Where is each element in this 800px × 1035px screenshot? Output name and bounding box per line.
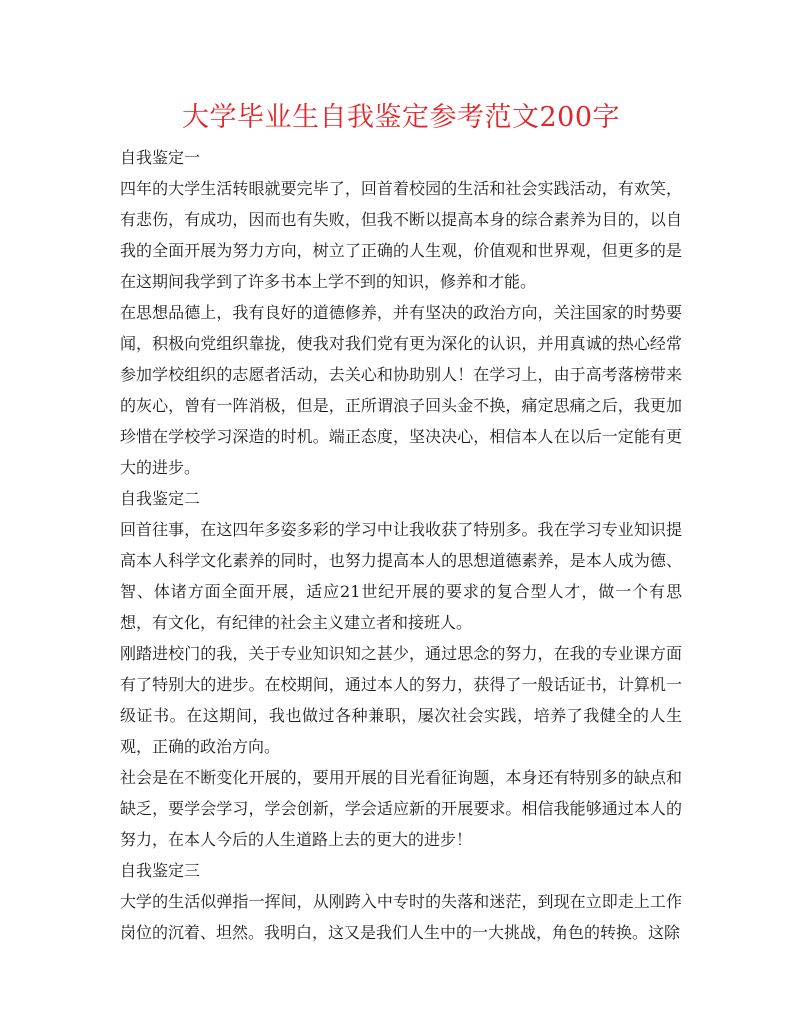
paragraph: 在思想品德上，我有良好的道德修养，并有坚决的政治方向，关注国家的时势要闻，积极向党组织靠拢，使我对我们党有更为深化的认识，并用真诚的热心经常参加学校组织的志愿者活动，去关心和协助别人！在学习上，由于高考落榜带来的灰心，曾有一阵消极，但是，正所谓浪子回头金不换，痛定思痛之后，我更加珍惜在学校学习深造的时机。端正态度，坚决决心，相信本人在以后一定能有更大的进步。 (120, 303, 682, 477)
section-3 (120, 855, 682, 948)
section-2 (120, 483, 682, 855)
section-heading: 自我鉴定二 (120, 489, 201, 508)
paragraph: 四年的大学生活转眼就要完毕了，回首着校园的生活和社会实践活动，有欢笑，有悲伤，有成功，因而也有失败，但我不断以提高本身的综合素养为目的，以自我的全面开展为努力方向，树立了正确的人生观，价值观和世界观，但更多的是在这期间我学到了许多书本上学不到的知识，修养和才能。 (120, 179, 682, 291)
paragraph: 大学的生活似弹指一挥间，从刚跨入中专时的失落和迷茫，到现在立即走上工作岗位的沉着、坦然。我明白，这又是我们人生中的一大挑战，角色的转换。这除 (120, 892, 682, 942)
section-heading: 自我鉴定三 (120, 861, 201, 880)
section-1 (120, 142, 682, 483)
document-title: 大学毕业生自我鉴定参考范文200字 (181, 102, 621, 133)
paragraph: 社会是在不断变化开展的，要用开展的目光看征询题，本身还有特别多的缺点和缺乏，要学会学习，学会创新，学会适应新的开展要求。相信我能够通过本人的努力，在本人今后的人生道路上去的更大的进步！ (120, 768, 682, 849)
section-heading: 自我鉴定一 (120, 148, 201, 167)
document-page (120, 98, 682, 948)
paragraph: 回首往事，在这四年多姿多彩的学习中让我收获了特别多。我在学习专业知识提高本人科学文化素养的同时，也努力提高本人的思想道德素养，是本人成为德、智、体诸方面全面开展，适应21世纪开展的要求的复合型人才，做一个有思想，有文化，有纪律的社会主义建立者和接班人。 (120, 520, 682, 632)
paragraph: 刚踏进校门的我，关于专业知识知之甚少，通过思念的努力，在我的专业课方面有了特别大的进步。在校期间，通过本人的努力，获得了一般话证书，计算机一级证书。在这期间，我也做过各种兼职，屡次社会实践，培养了我健全的人生观，正确的政治方向。 (120, 644, 682, 756)
